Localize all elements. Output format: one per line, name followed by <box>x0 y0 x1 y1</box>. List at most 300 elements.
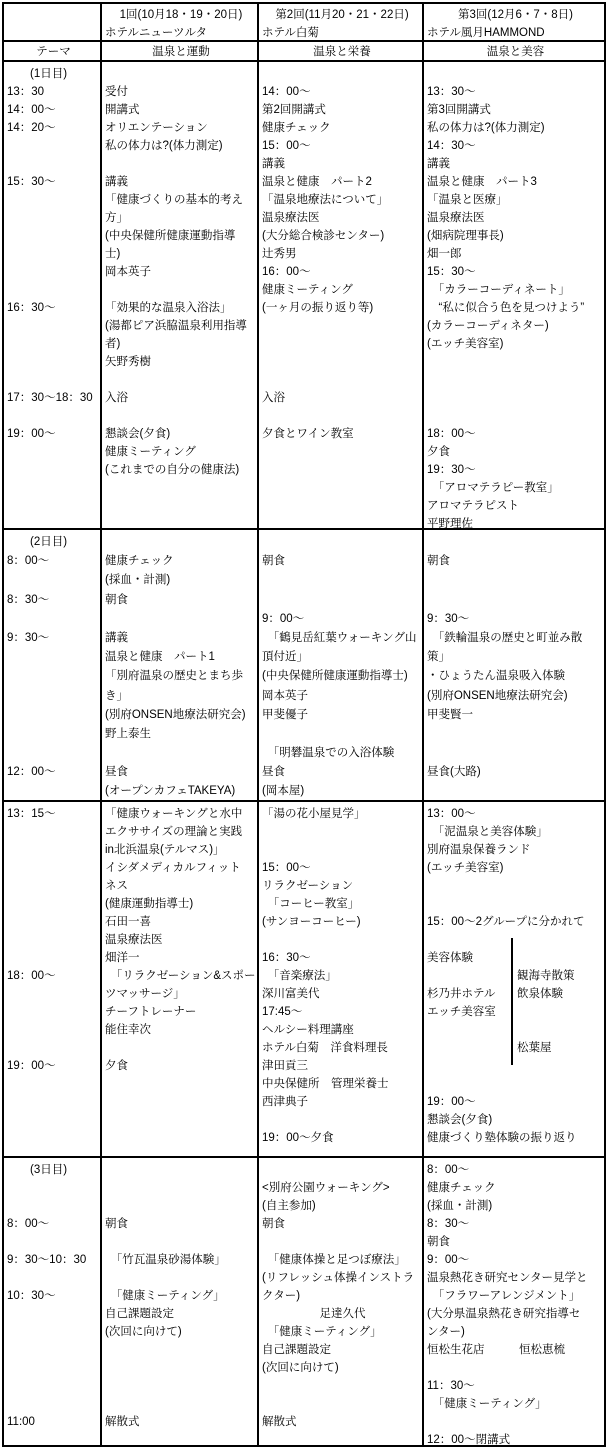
text-line: 「音楽療法」 <box>262 970 337 982</box>
text-line: 辻秀男 <box>262 248 297 260</box>
text-line: 頂付近」 <box>262 651 308 664</box>
text-line: イシダメディカルフィット <box>105 862 241 874</box>
text-line <box>105 610 257 629</box>
text-line <box>262 823 422 841</box>
text-line: 「竹瓦温泉砂湯体験」 <box>105 1254 226 1266</box>
text-line <box>105 65 257 83</box>
text-line <box>427 1359 604 1377</box>
text-line: 健康チェック <box>262 122 331 134</box>
session1-header-cell <box>101 3 258 41</box>
text-line: 夕食とワイン教室 <box>262 428 354 440</box>
text-line <box>262 1233 422 1251</box>
text-line <box>427 1021 511 1039</box>
text-line: 昼食 <box>262 766 285 779</box>
text-line: 16：30〜 <box>262 952 311 964</box>
text-line: 13：30 <box>7 86 45 98</box>
text-line <box>7 281 100 299</box>
text-line <box>427 1075 604 1093</box>
text-line: 「鶴見岳紅葉ウォーキング山 <box>262 631 417 644</box>
text-line: (カラーコーディネター) <box>427 320 549 332</box>
day1-session3-cell <box>423 61 605 529</box>
text-line: (次回に向けて) <box>105 1326 182 1338</box>
text-line: 18：00〜 <box>7 970 56 982</box>
text-line: (これまでの自分の健康法) <box>105 464 240 476</box>
text-line <box>262 317 422 335</box>
text-line <box>7 263 100 281</box>
text-line: (自主参加) <box>262 1200 316 1212</box>
text-line <box>7 648 100 667</box>
text-line <box>7 1021 100 1039</box>
text-line <box>105 1269 257 1287</box>
text-line: 「健康づくりの基本的考え <box>105 194 243 206</box>
text-line: 温泉療法医 <box>427 212 485 224</box>
text-line: 「コーヒー教室」 <box>262 898 360 910</box>
text-line: 16：30〜 <box>7 302 56 314</box>
text-line <box>262 725 422 744</box>
text-line: 15：30〜 <box>427 266 476 278</box>
day2-afternoon-session2-cell <box>258 801 423 1157</box>
text-line: 19：00〜 <box>7 428 56 440</box>
text-line: 別府温泉保養ランド <box>427 844 531 856</box>
text-line <box>427 571 604 590</box>
text-line <box>7 371 100 389</box>
text-line <box>427 389 604 407</box>
text-line: 入浴 <box>262 392 285 404</box>
text-line: 飲泉体験 <box>517 988 563 1000</box>
text-line: 西津典子 <box>262 1096 308 1108</box>
text-line: 朝食 <box>427 555 450 568</box>
text-line: (湯都ピア浜脇温泉利用指導 <box>105 320 247 332</box>
text-line: 16：00〜 <box>262 266 311 278</box>
text-line <box>7 1197 100 1215</box>
text-line <box>7 1359 100 1377</box>
text-line: 夕食 <box>427 446 450 458</box>
text-line <box>7 155 100 173</box>
text-line <box>427 967 511 985</box>
day3-times-cell <box>3 1157 101 1446</box>
text-line: 健康チェック <box>105 555 174 568</box>
text-line <box>7 353 100 371</box>
text-line <box>7 1341 100 1359</box>
text-line <box>262 65 422 83</box>
text-line <box>427 371 604 389</box>
text-line: 13：15〜 <box>7 808 56 820</box>
text-line <box>517 949 604 967</box>
text-line: 「健康ミーティング」 <box>105 1290 225 1302</box>
text-line: 11：30〜 <box>427 1380 475 1392</box>
text-line: リラクゼーション <box>262 880 354 892</box>
text-line <box>7 610 100 629</box>
text-line <box>427 725 604 744</box>
theme-row <box>3 41 605 61</box>
text-line: 12：00〜 <box>7 766 56 779</box>
text-line: 岡本英子 <box>262 689 308 702</box>
text-line <box>105 155 257 173</box>
text-line <box>262 1395 422 1413</box>
text-line <box>427 591 604 610</box>
text-line: 「健康ミーティング」 <box>427 1398 547 1410</box>
text-line: 講義 <box>105 176 128 188</box>
text-line <box>262 371 422 389</box>
text-line: 方」 <box>105 212 128 224</box>
text-line: 平野理佐 <box>427 518 473 528</box>
text-line <box>105 1233 257 1251</box>
text-line: 8：00〜 <box>7 1218 50 1230</box>
text-line: 恒松生花店 恒松恵梳 <box>427 1344 565 1356</box>
text-line: 「アロマテラピー教室」 <box>427 482 559 494</box>
text-line: ヘルシー料理講座 <box>262 1024 354 1036</box>
text-line: 「健康ミーティング」 <box>262 1326 382 1338</box>
text-line: 「温泉地療法について」 <box>262 194 389 206</box>
text-line: ツマッサージ」 <box>105 988 185 1000</box>
day1-times-cell <box>3 61 101 529</box>
text-line: (サンヨーコーヒー) <box>262 916 361 928</box>
text-line: 士) <box>105 248 121 260</box>
text-line: 野上泰生 <box>105 727 151 740</box>
text-line: ネス <box>105 880 128 892</box>
text-line <box>427 1057 604 1075</box>
session3-theme: 温泉と美容 <box>486 46 545 58</box>
session3-group-beauty <box>427 949 511 1057</box>
text-line <box>517 1003 604 1021</box>
text-line <box>427 877 604 895</box>
text-line: オリエンテーション <box>105 122 208 134</box>
text-line: 美容体験 <box>427 952 473 964</box>
text-line <box>7 913 100 931</box>
text-line <box>262 571 422 590</box>
text-line: 夕食 <box>105 1060 128 1072</box>
text-line: (リフレッシュ体操インストラ <box>262 1272 415 1284</box>
text-line <box>262 335 422 353</box>
text-line <box>7 877 100 895</box>
text-line: 講義 <box>262 158 285 170</box>
header-row <box>3 3 605 41</box>
text-line: (エッチ美容室) <box>427 338 504 350</box>
text-line: 温泉療法医 <box>262 212 320 224</box>
text-line <box>7 859 100 877</box>
text-line <box>105 407 257 425</box>
day2-afternoon-session3-cell <box>423 801 605 1157</box>
session1-theme-cell <box>101 41 258 61</box>
text-line: 温泉療法医 <box>105 934 163 946</box>
text-line: 朝食 <box>262 1218 285 1230</box>
text-line: 「リラクゼーション&スポー <box>105 970 256 982</box>
text-line <box>262 353 422 371</box>
text-line: チーフトレーナー <box>105 1006 197 1018</box>
schedule-table <box>2 2 606 1447</box>
text-line <box>7 1179 100 1197</box>
day1-session1-cell <box>101 61 258 529</box>
text-line: 観海寺散策 <box>517 970 575 982</box>
text-line: ホテル白菊 洋食料理長 <box>262 1042 388 1054</box>
text-line: 9：30〜 <box>427 612 470 625</box>
text-line <box>427 65 604 83</box>
corner-cell <box>3 3 101 41</box>
text-line <box>7 571 100 590</box>
text-line: 14：20〜 <box>7 122 56 134</box>
text-line: (オープンカフェTAKEYA) <box>105 785 236 798</box>
text-line: 矢野秀樹 <box>105 356 151 368</box>
text-line: 入浴 <box>105 392 128 404</box>
text-line <box>427 353 604 371</box>
session1-theme: 温泉と運動 <box>152 46 210 58</box>
session3-two-group-block <box>427 949 604 1057</box>
text-line: 朝食 <box>427 1236 450 1248</box>
text-line: 健康づくり塾体験の振り返り <box>427 1132 577 1144</box>
text-line: エッチ美容室 <box>427 1006 496 1018</box>
text-line: 15：00〜 <box>262 862 311 874</box>
text-line: (採血・計測) <box>105 574 171 587</box>
text-line: 18：00〜 <box>427 428 476 440</box>
text-line: 懇談会(夕食) <box>427 1114 493 1126</box>
text-line <box>7 1269 100 1287</box>
text-line: き」 <box>105 689 128 702</box>
text-line: 健康チェック <box>427 1182 496 1194</box>
text-line <box>7 744 100 763</box>
session2-theme: 温泉と栄養 <box>313 46 371 58</box>
text-line: 中央保健所 管理栄養士 <box>262 1078 389 1090</box>
text-line <box>7 191 100 209</box>
text-line <box>262 1161 422 1179</box>
text-line: 第2回開講式 <box>262 104 326 116</box>
text-line: 懇談会(夕食) <box>105 428 171 440</box>
text-line: 9：30〜10：30 <box>7 1254 87 1266</box>
text-line: 開講式 <box>105 104 140 116</box>
text-line <box>105 533 257 552</box>
text-line: 温泉熱花き研究センター見学と <box>427 1272 588 1284</box>
text-line <box>262 931 422 949</box>
text-line: 畑一郎 <box>427 248 462 260</box>
text-line: 朝食 <box>262 555 285 568</box>
text-line <box>262 1377 422 1395</box>
day2-morning-session3-cell <box>423 529 605 801</box>
text-line: 「別府温泉の歴史とまち歩 <box>105 670 243 683</box>
text-line <box>7 1377 100 1395</box>
session3-header-cell <box>423 3 605 41</box>
text-line <box>7 985 100 1003</box>
text-line: 自己課題設定 <box>105 1308 174 1320</box>
day3-session2-cell <box>258 1157 423 1446</box>
text-line: 8：30〜 <box>427 1218 470 1230</box>
text-line <box>7 1323 100 1341</box>
text-line <box>105 1039 257 1057</box>
text-line <box>7 407 100 425</box>
text-line: 私の体力は?(体力測定) <box>427 122 545 134</box>
text-line: 「鉄輪温泉の歴史と町並み散 <box>427 631 583 644</box>
text-line: 19：30〜 <box>427 464 476 476</box>
text-line <box>7 667 100 686</box>
text-line <box>7 227 100 245</box>
text-line: 「フラワーアレンジメント」 <box>427 1290 581 1302</box>
theme-label-cell <box>3 41 101 61</box>
day2-morning-row <box>3 529 605 801</box>
text-line: 19：00〜夕食 <box>262 1132 334 1144</box>
text-line: 15：00〜2グループに分かれて <box>427 916 585 928</box>
text-line <box>427 1413 604 1431</box>
text-line: (中央保健所健康運動指導士) <box>262 670 408 683</box>
text-line: 11:00 <box>7 1416 35 1428</box>
day3-row <box>3 1157 605 1446</box>
text-line: (中央保健所健康運動指導 <box>105 230 236 242</box>
text-line: (別府ONSEN地療法研究会) <box>427 689 568 702</box>
text-line: 「健康体操と足つぼ療法」 <box>262 1254 406 1266</box>
text-line <box>262 407 422 425</box>
text-line <box>262 591 422 610</box>
text-line <box>427 1039 511 1057</box>
text-line: (エッチ美容室) <box>427 862 504 874</box>
text-line: 津田貢三 <box>262 1060 308 1072</box>
text-line: 健康ミーティング <box>262 284 353 296</box>
text-line: ンター) <box>427 1326 465 1338</box>
text-line <box>105 1179 257 1197</box>
text-line: 「カラーコーディネート」 <box>427 284 570 296</box>
text-line: 者) <box>105 338 121 350</box>
text-line: 13：00〜 <box>427 808 476 820</box>
text-line <box>105 281 257 299</box>
text-line <box>7 895 100 913</box>
text-line: 「健康ウォーキングと水中 <box>105 808 243 820</box>
text-line: 杉乃井ホテル <box>427 988 496 1000</box>
text-line: 「湯の花小屋見学」 <box>262 808 366 820</box>
session3-title: 第3回(12月6・7・8日) <box>457 9 574 21</box>
text-line <box>7 137 100 155</box>
text-line <box>105 371 257 389</box>
text-line: 受付 <box>105 86 128 98</box>
day2-afternoon-row <box>3 801 605 1157</box>
text-line: (2日目) <box>7 536 68 548</box>
text-line <box>105 1341 257 1359</box>
text-line: 19：00〜 <box>427 1096 476 1108</box>
text-line: 朝食 <box>105 593 128 606</box>
text-line: 昼食(大路) <box>427 766 481 779</box>
text-line: 8：00〜 <box>7 555 50 568</box>
session3-theme-cell <box>423 41 605 61</box>
day1-row <box>3 61 605 529</box>
text-line: 解散式 <box>105 1416 140 1428</box>
text-line: “私に似合う色を見つけよう” <box>427 302 585 314</box>
text-line: (岡本屋) <box>262 785 305 798</box>
text-line: 「泥温泉と美容体験」 <box>427 826 548 838</box>
session3-split-bottom <box>427 1057 604 1147</box>
text-line: 17：30〜18：30 <box>7 392 93 404</box>
text-line: クター) <box>262 1290 301 1302</box>
text-line: (畑病院理事長) <box>427 230 504 242</box>
day1-session2-cell <box>258 61 423 529</box>
text-line <box>7 823 100 841</box>
text-line: 畑洋一 <box>105 952 140 964</box>
text-line: in北浜温泉(テルマス)」 <box>105 844 225 856</box>
text-line: 昼食 <box>105 766 128 779</box>
day2-afternoon-times-cell <box>3 801 101 1157</box>
text-line: (次回に向けて) <box>262 1362 339 1374</box>
text-line <box>105 1395 257 1413</box>
text-line: 自己課題設定 <box>262 1344 331 1356</box>
day3-session1-cell <box>101 1157 258 1446</box>
text-line: エクササイズの理論と実践 <box>105 826 243 838</box>
text-line: 能住幸次 <box>105 1024 151 1036</box>
session2-title: 第2回(11月20・21・22日) <box>275 9 409 21</box>
session3-group-walk <box>511 949 604 1057</box>
text-line <box>427 407 604 425</box>
session3-hotel: ホテル風月HAMMOND <box>427 27 545 39</box>
session1-title: 1回(10月18・19・20日) <box>119 9 243 21</box>
text-line <box>7 1305 100 1323</box>
text-line <box>7 1003 100 1021</box>
text-line <box>7 335 100 353</box>
text-line: 甲斐優子 <box>262 708 308 721</box>
text-line <box>427 931 604 949</box>
text-line <box>427 895 604 913</box>
text-line: 温泉と健康 パート1 <box>105 651 215 664</box>
text-line <box>7 1233 100 1251</box>
text-line <box>427 533 604 552</box>
text-line: 15：00〜 <box>262 140 311 152</box>
text-line: (一ヶ月の振り返り等) <box>262 302 374 314</box>
text-line: 第3回開講式 <box>427 104 491 116</box>
text-line: 17:45〜 <box>262 1006 303 1018</box>
text-line: 講義 <box>105 631 128 644</box>
text-line <box>7 841 100 859</box>
text-line: アロマテラピスト <box>427 500 519 512</box>
text-line: 9：00〜 <box>262 612 305 625</box>
text-line: 9：30〜 <box>7 631 50 644</box>
text-line <box>105 1359 257 1377</box>
text-line <box>517 1021 604 1039</box>
text-line: (採血・計測) <box>427 1200 493 1212</box>
text-line: 「温泉と医療」 <box>427 194 508 206</box>
text-line: (3日目) <box>7 1164 68 1176</box>
text-line: (健康運動指導士) <box>105 898 194 910</box>
text-line: 解散式 <box>262 1416 297 1428</box>
day2-morning-session2-cell <box>258 529 423 801</box>
text-line: 8：00〜 <box>427 1164 470 1176</box>
text-line <box>7 317 100 335</box>
text-line: 温泉と健康 パート3 <box>427 176 537 188</box>
session3-split-top <box>427 805 604 949</box>
text-line: 講義 <box>427 158 450 170</box>
text-line: 甲斐賢一 <box>427 708 473 721</box>
theme-label: テーマ <box>36 46 71 58</box>
text-line <box>262 533 422 552</box>
text-line <box>427 744 604 763</box>
text-line <box>7 931 100 949</box>
session1-hotel: ホテルニューツルタ <box>105 27 208 39</box>
text-line: 13：30〜 <box>427 86 476 98</box>
text-line: (別府ONSEN地療法研究会) <box>105 708 246 721</box>
text-line: 8：30〜 <box>7 593 50 606</box>
text-line: 15：30〜 <box>7 176 56 188</box>
text-line: 石田一喜 <box>105 916 151 928</box>
text-line: 12：00〜閉講式 <box>427 1434 511 1445</box>
text-line: (大分県温泉熱花き研究指導セ <box>427 1308 581 1320</box>
session2-hotel: ホテル白菊 <box>262 27 319 39</box>
text-line: 14：00〜 <box>7 104 56 116</box>
text-line: 19：00〜 <box>7 1060 56 1072</box>
text-line: 温泉と健康 パート2 <box>262 176 372 188</box>
text-line: 朝食 <box>105 1218 128 1230</box>
session2-theme-cell <box>258 41 423 61</box>
text-line <box>7 687 100 706</box>
day2-afternoon-session1-cell <box>101 801 258 1157</box>
text-line <box>7 1039 100 1057</box>
text-line <box>7 209 100 227</box>
text-line: 「効果的な温泉入浴法」 <box>105 302 232 314</box>
text-line: ・ひょうたん温泉吸入体験 <box>427 670 565 683</box>
day3-session3-cell <box>423 1157 605 1446</box>
text-line: 14：30〜 <box>427 140 476 152</box>
day2-morning-times-cell <box>3 529 101 801</box>
text-line <box>105 1377 257 1395</box>
